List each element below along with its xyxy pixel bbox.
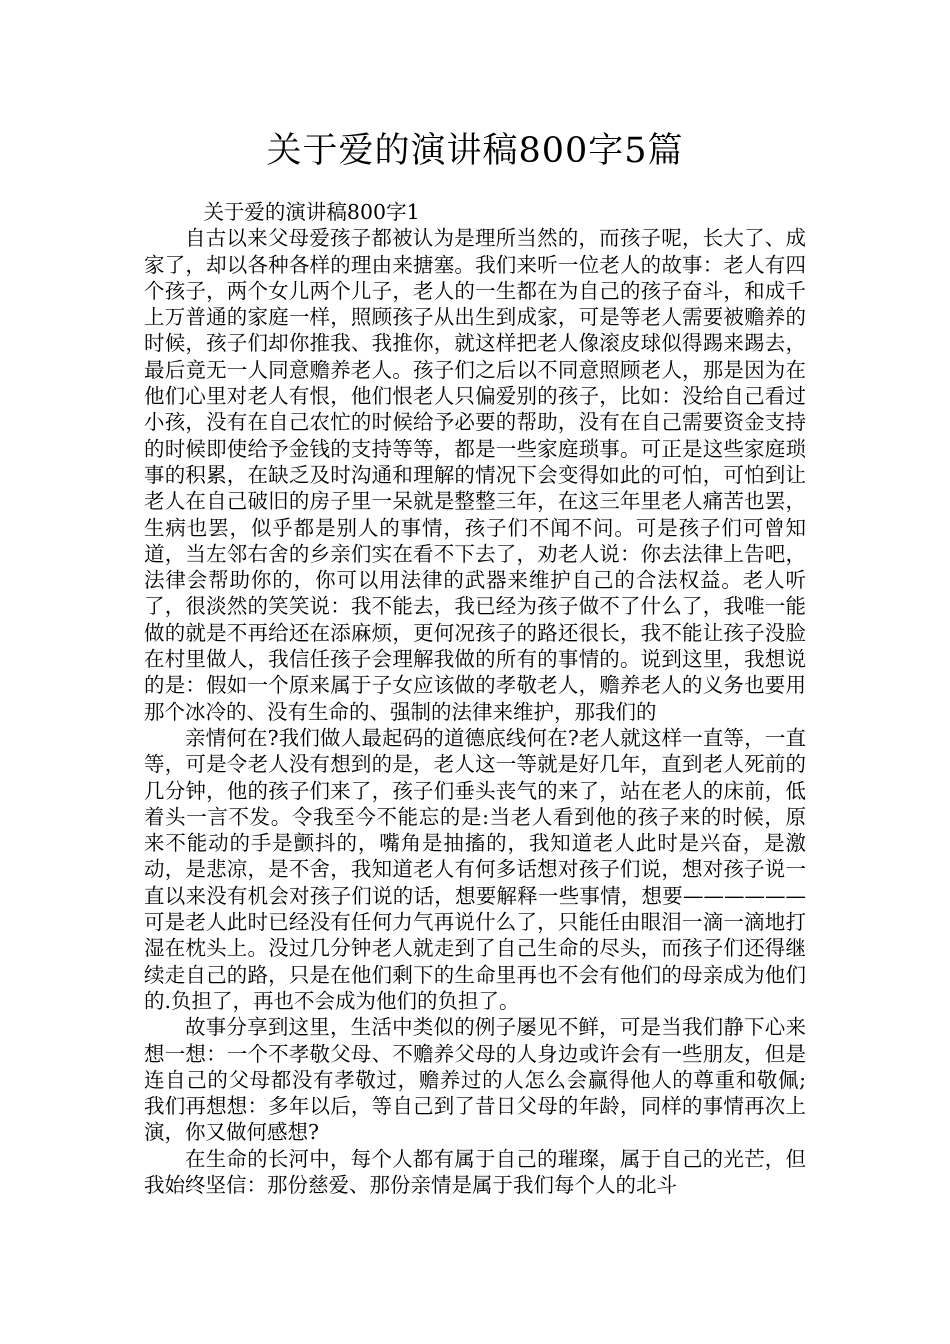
section-heading: 关于爱的演讲稿800字1 xyxy=(203,200,420,224)
document-title: 关于爱的演讲稿800字5篇 xyxy=(266,131,684,171)
document-body xyxy=(144,199,806,1198)
paragraph-1: 自古以来父母爱孩子都被认为是理所当然的，而孩子呢，长大了、成家了，却以各种各样的理由来搪塞。我们来听一位老人的故事：老人有四个孩子，两个女儿两个儿子，老人的一生都在为自己的孩子奋斗，和成千上万普通的家庭一样，照顾孩子从出生到成家，可是等老人需要被赡养的时候，孩子们却你推我、我推你，就这样把老人像滚皮球似得踢来踢去，最后竟无一人同意赡养老人。孩子们之后以不同意照顾老人，那是因为在他们心里对老人有恨，他们恨老人只偏爱别的孩子，比如：没给自己看过小孩，没有在自己农忙的时候给予必要的帮助，没有在自己需要资金支持的时候即使给予金钱的支持等等，都是一些家庭琐事。可正是这些家庭琐事的积累，在缺乏及时沟通和理解的情况下会变得如此的可怕，可怕到让老人在自己破旧的房子里一呆就是整整三年，在这三年里老人痛苦也罢，生病也罢，似乎都是别人的事情，孩子们不闻不问。可是孩子们可曾知道，当左邻右舍的乡亲们实在看不下去了，劝老人说：你去法律上告吧，法律会帮助你的，你可以用法律的武器来维护自己的合法权益。老人听了，很淡然的笑笑说：我不能去，我已经为孩子做不了什么了，我唯一能做的就是不再给还在添麻烦，更何况孩子的路还很长，我不能让孩子没脸在村里做人，我信任孩子会理解我做的所有的事情的。说到这里，我想说的是：假如一个原来属于子女应该做的孝敬老人，赡养老人的义务也要用那个冰冷的、没有生命的、强制的法律来维护，那我们的 xyxy=(144,226,806,724)
paragraph-4: 在生命的长河中，每个人都有属于自己的璀璨，属于自己的光芒，但我始终坚信：那份慈爱、那份亲情是属于我们每个人的北斗 xyxy=(144,1146,806,1197)
paragraph-3: 故事分享到这里，生活中类似的例子屡见不鲜，可是当我们静下心来想一想：一个不孝敬父母、不赡养父母的人身边或许会有一些朋友，但是连自己的父母都没有孝敬过，赡养过的人怎么会赢得他人的尊重和敬佩;我们再想想：多年以后，等自己到了昔日父母的年龄，同样的事情再次上演，你又做何感想? xyxy=(144,1015,806,1145)
paragraph-2: 亲情何在?我们做人最起码的道德底线何在?老人就这样一直等，一直等，可是令老人没有想到的是，老人这一等就是好几年，直到老人死前的几分钟，他的孩子们来了，孩子们垂头丧气的来了，站在老人的床前，低着头一言不发。令我至今不能忘的是:当老人看到他的孩子来的时候，原来不能动的手是颤抖的，嘴角是抽搐的，我知道老人此时是兴奋，是激动，是悲凉，是不舍，我知道老人有何多话想对孩子们说，想对孩子说一直以来没有机会对孩子们说的话，想要解释一些事情，想要——————可是老人此时已经没有任何力气再说什么了，只能任由眼泪一滴一滴地打湿在枕头上。没过几分钟老人就走到了自己生命的尽头，而孩子们还得继续走自己的路，只是在他们剩下的生命里再也不会有他们的母亲成为他们的.负担了，再也不会成为他们的负担了。 xyxy=(144,725,806,1013)
